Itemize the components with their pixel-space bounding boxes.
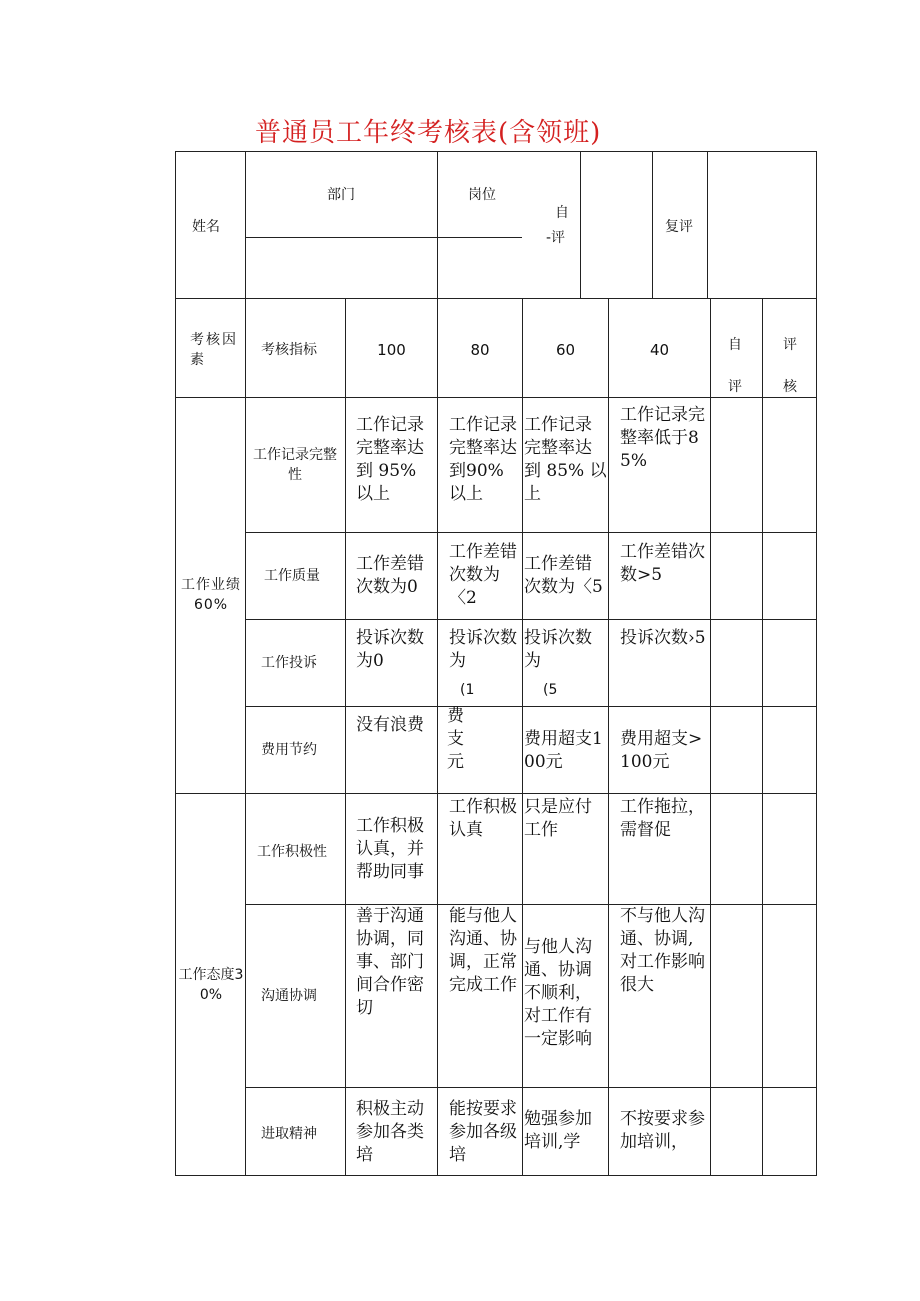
group-performance: 工作业绩60% [181,577,241,613]
col-review-2: 核 [783,379,797,395]
cost-score-100: 没有浪费 [356,715,424,735]
row-label-quality: 工作质量 [264,568,320,584]
department-label: 部门 [327,187,355,203]
page-title: 普通员工年终考核表(含领班) [255,118,602,148]
col-index: 考核指标 [261,342,317,358]
complaint-score-80-extra: (1 [460,682,475,698]
self-eval-label-2: -评 [546,230,566,246]
col-score-60: 60 [555,341,576,359]
col-factor: 考核因素 [190,332,238,368]
initiative-score-100: 工作积极认真，并帮助同事 [356,816,424,882]
complaint-score-100: 投诉次数为0 [356,628,424,671]
cost-score-80: 费支元 [447,706,464,772]
name-label: 姓名 [192,219,220,235]
complaint-score-60: 投诉次数为 [524,628,592,671]
row-label-record: 工作记录完整性 [253,447,337,483]
communication-score-40: 不与他人沟通、协调,对工作影响很大 [620,906,705,995]
initiative-score-60: 只是应付工作 [524,797,592,840]
row-label-communication: 沟通协调 [261,988,317,1004]
group-attitude: 工作态度30% [178,967,244,1003]
row-label-initiative: 工作积极性 [257,844,327,860]
record-score-40: 工作记录完整率低于85% [620,405,705,471]
communication-score-100: 善于沟通协调，同事、部门间合作密切 [356,906,424,1018]
col-self-2: 评 [728,379,742,395]
col-review-1: 评 [783,337,797,353]
quality-score-100: 工作差错次数为0 [356,554,424,597]
progress-score-100: 积极主动参加各类培 [356,1099,424,1165]
progress-score-40: 不按要求参加培训， [620,1109,705,1152]
record-score-80: 工作记录完整率达到90%以上 [449,415,517,504]
complaint-score-60-extra: (5 [543,682,558,698]
initiative-score-80: 工作积极认真 [449,797,517,840]
cost-score-40: 费用超支>100元 [620,729,703,772]
complaint-score-80: 投诉次数为 [449,628,517,671]
col-self-1: 自 [728,337,742,353]
col-score-100: 100 [377,341,406,359]
communication-score-60: 与他人沟通、协调不顺利，对工作有一定影响 [524,937,592,1049]
progress-score-80: 能按要求参加各级培 [449,1099,517,1165]
row-label-progress: 进取精神 [261,1126,317,1142]
quality-score-80: 工作差错次数为〈2 [449,542,517,608]
quality-score-40: 工作差错次数>5 [620,542,705,585]
col-score-80: 80 [470,341,490,359]
cost-score-60: 费用超支100元 [524,729,603,772]
post-label: 岗位 [468,187,496,203]
col-score-40: 40 [649,341,670,359]
communication-score-80: 能与他人沟通、协调，正常完成工作 [449,906,517,995]
initiative-score-40: 工作拖拉，需督促 [620,797,705,840]
row-label-complaint: 工作投诉 [261,655,317,671]
progress-score-60: 勉强参加培训,学 [524,1109,592,1152]
review-label: 复评 [665,219,693,235]
record-score-60: 工作记录完整率达到 85% 以上 [524,415,607,504]
self-eval-label-1: 自 [555,205,569,221]
quality-score-60: 工作差错次数为〈5 [524,554,603,597]
row-label-cost: 费用节约 [261,742,317,758]
record-score-100: 工作记录完整率达到 95% 以上 [356,415,424,504]
complaint-score-40: 投诉次数›5 [620,628,706,648]
